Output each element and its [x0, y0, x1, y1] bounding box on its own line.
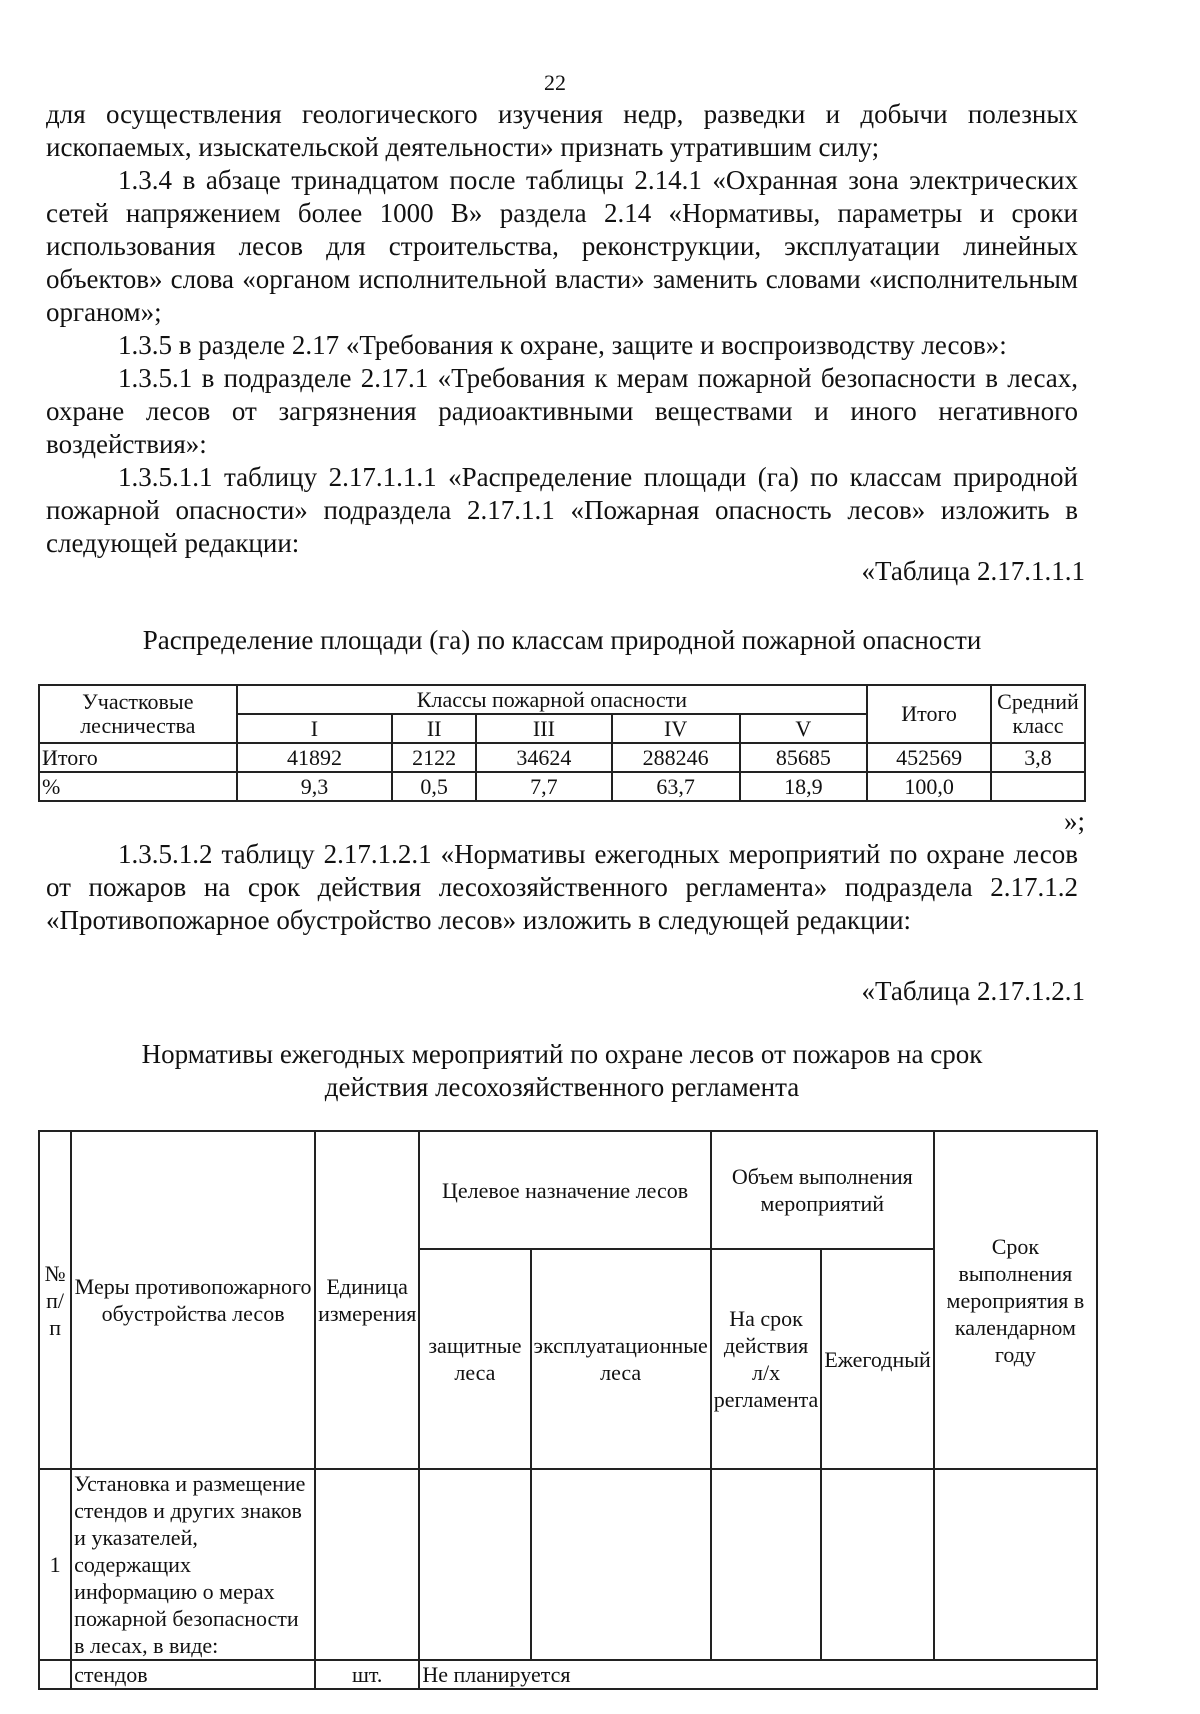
paragraph: 1.3.4 в абзаце тринадцатом после таблицы 2.14.1 «Охранная зона электрических сетей напряжением более 1000 В» раздела 2.14 «Нормативы, параметры и сроки использования лесов для строительства, реконструкции, эксплуатации линейных объектов» слова «органом исполнительной власти» заменить словами «исполнительным органом»; — [46, 165, 1078, 327]
header-avg: Средний класс — [991, 685, 1085, 743]
paragraph: 1.3.5.1 в подразделе 2.17.1 «Требования к мерам пожарной безопасности в лесах, охране лесов от загрязнения радиоактивными веществами и иного негативного воздействия»: — [46, 363, 1078, 459]
class-label: I — [237, 714, 393, 743]
header-measures: Меры противопожарного обустройства лесов — [71, 1131, 315, 1469]
paragraph: 1.3.5.1.2 таблицу 2.17.1.2.1 «Нормативы ежегодных мероприятий по охране лесов от пожаров на срок действия лесохозяйственного регламента» подраздела 2.17.1.2 «Противопожарное обустройство лесов» изложить в следующей редакции: — [46, 839, 1078, 935]
paragraph: 1.3.5 в разделе 2.17 «Требования к охране, защите и воспроизводству лесов»: — [118, 330, 1007, 360]
table-cell: 452569 — [867, 743, 991, 772]
class-label: II — [392, 714, 476, 743]
header-num: № п/п — [39, 1131, 71, 1469]
table-cell: 2122 — [392, 743, 476, 772]
row-num — [39, 1660, 71, 1689]
row-num: 1 — [39, 1469, 71, 1660]
body-text-2 — [46, 838, 1078, 937]
header-protective: защитные леса — [419, 1249, 530, 1469]
table-cell — [419, 1469, 530, 1660]
table-cell: 3,8 — [991, 743, 1085, 772]
table-cell — [531, 1469, 711, 1660]
table-row — [39, 1469, 1097, 1660]
header-exploitation: эксплуатационные леса — [531, 1249, 711, 1469]
class-label: V — [740, 714, 868, 743]
paragraph: для осуществления геологического изучения недр, разведки и добычи полезных ископаемых, изыскательской деятельности» признать утратившим силу; — [46, 99, 1078, 162]
header-annual: Ежегодный — [821, 1249, 933, 1469]
table-cell: 41892 — [237, 743, 393, 772]
row-note: Не планируется — [419, 1660, 1097, 1689]
class-label: III — [476, 714, 612, 743]
fire-class-table — [38, 684, 1086, 802]
body-text — [46, 98, 1078, 560]
table2-title-line2: действия лесохозяйственного регламента — [324, 1072, 800, 1102]
table-row — [39, 772, 1085, 801]
table-cell: 85685 — [740, 743, 868, 772]
row-measure: Установка и размещение стендов и других знаков и указателей, содержащих информацию о мерах пожарной безопасности в лесах, в виде: — [71, 1469, 315, 1660]
table-cell — [991, 772, 1085, 801]
header-volume: Объем выполнения мероприятий — [711, 1131, 934, 1249]
fire-measures-table — [38, 1130, 1098, 1690]
table2-title-line1: Нормативы ежегодных мероприятий по охране лесов от пожаров на срок — [141, 1039, 983, 1069]
header-classes: Классы пожарной опасности — [237, 685, 868, 714]
header-purpose: Целевое назначение лесов — [419, 1131, 710, 1249]
class-label: IV — [612, 714, 740, 743]
table-cell — [821, 1469, 933, 1660]
table2-label: «Таблица 2.17.1.2.1 — [861, 976, 1085, 1006]
header-deadline: Срок выполнения мероприятия в календарном году — [934, 1131, 1097, 1469]
table-cell: 9,3 — [237, 772, 393, 801]
paragraph: 1.3.5.1.1 таблицу 2.17.1.1.1 «Распределение площади (га) по классам природной пожарной опасности» подраздела 2.17.1.1 «Пожарная опасность лесов» изложить в следующей редакции: — [46, 462, 1078, 558]
table-cell: 34624 — [476, 743, 612, 772]
table-row — [39, 1660, 1097, 1689]
table1-closing: »; — [1063, 806, 1085, 836]
header-per-term: На срок действия л/х регламента — [711, 1249, 822, 1469]
table-cell: 18,9 — [740, 772, 868, 801]
page-number: 22 — [544, 70, 566, 95]
table-cell — [934, 1469, 1097, 1660]
table-row — [39, 743, 1085, 772]
table-cell: 0,5 — [392, 772, 476, 801]
row-label: % — [39, 772, 237, 801]
row-measure: стендов — [71, 1660, 315, 1689]
table1-title: Распределение площади (га) по классам природной пожарной опасности — [142, 625, 982, 655]
row-label: Итого — [39, 743, 237, 772]
header-total: Итого — [867, 685, 991, 743]
table-cell — [711, 1469, 822, 1660]
table-cell: 7,7 — [476, 772, 612, 801]
table-cell: 288246 — [612, 743, 740, 772]
header-forestry: Участковые лесничества — [39, 685, 237, 743]
table-cell: 100,0 — [867, 772, 991, 801]
table-cell: 63,7 — [612, 772, 740, 801]
header-unit: Единица измерения — [315, 1131, 419, 1469]
table1-label: «Таблица 2.17.1.1.1 — [861, 556, 1085, 586]
row-unit: шт. — [315, 1660, 419, 1689]
row-unit — [315, 1469, 419, 1660]
